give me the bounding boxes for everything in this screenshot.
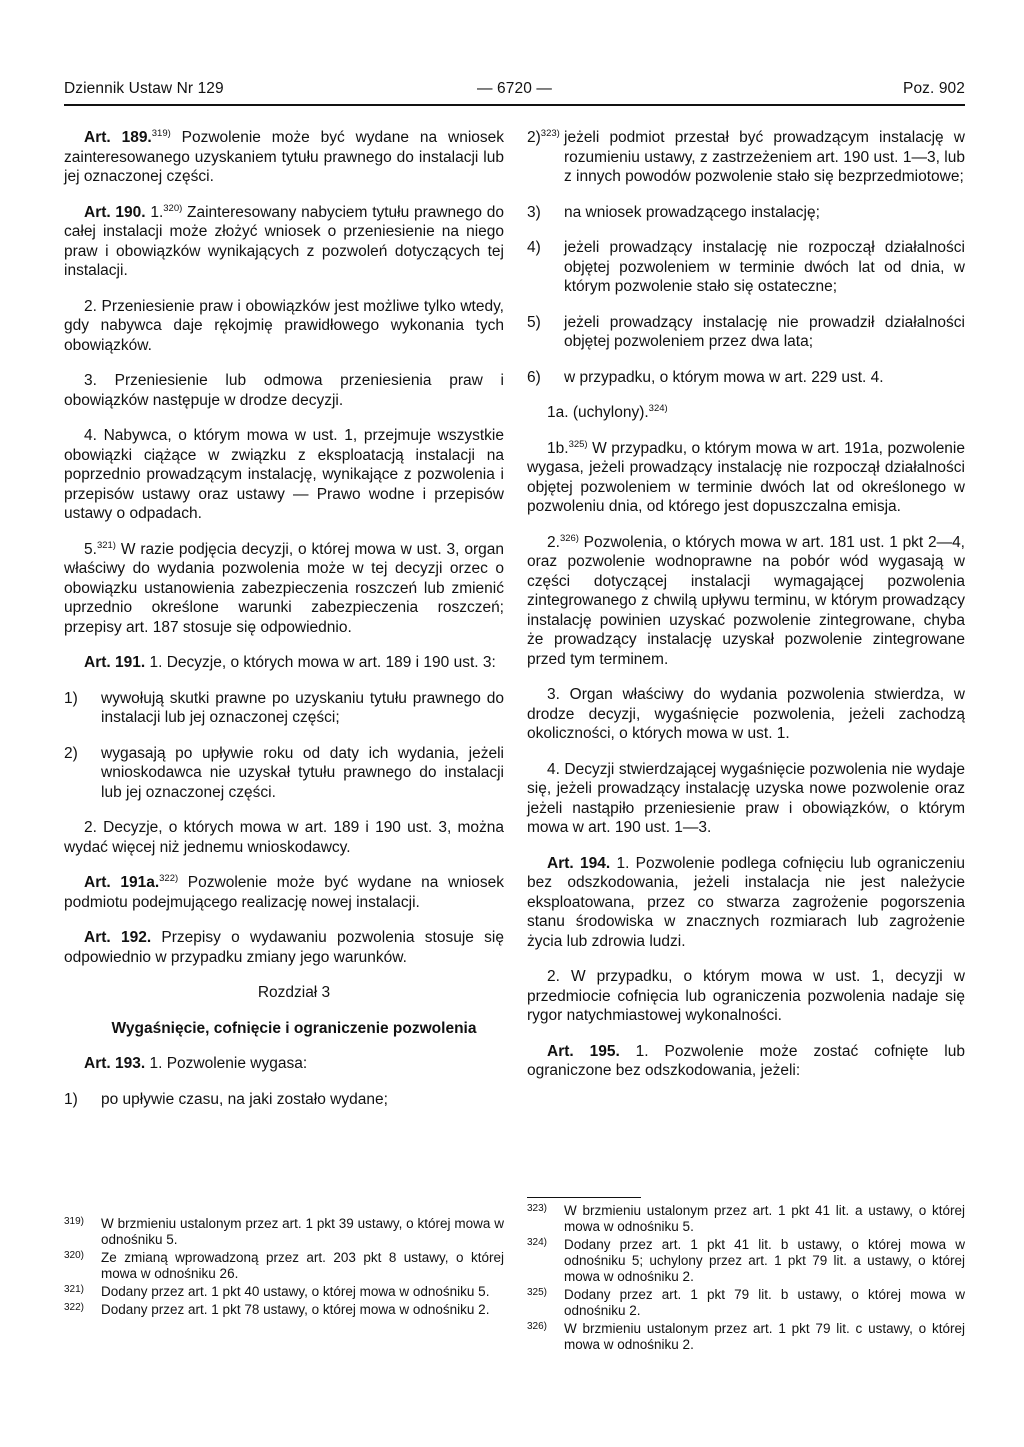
article-text: 1. Pozwolenie podlega cofnięciu lub ograniczeniu bez odszkodowania, jeżeli instalacja nie jest należycie eksploatowana, przez co stwarza zagrożenie pogorszenia stanu środowiska w znacznych rozmiarach lub zagrożenie życia lub zdrowia ludzi. (527, 854, 966, 950)
article-text: Pozwolenia, o których mowa w art. 181 ust. 1 pkt 2—4, oraz pozwolenie wodnoprawne na pobór wód wygasają w części dotyczącej instalacji wymagającej pozwolenia zintegrowanego z chwilą upływu terminu, w którym prowadzący instalację powinien uzyskać pozwolenie zintegrowane, chyba że prowadzący instalację uzyskał pozwolenie zintegrowane przed tym terminem. (527, 533, 965, 668)
footnote-ref: 322) (159, 873, 179, 884)
footnote-text: Dodany przez art. 1 pkt 41 lit. b ustawy, o której mowa w odnośniku 5; uchylony przez art. 1 pkt 79 lit. a ustawy, o której mowa w odnośniku 2. (564, 1237, 965, 1284)
article-label: Art. 190. (84, 203, 146, 221)
article-text: 1. Decyzje, o których mowa w art. 189 i 190 ust. 3: (145, 654, 496, 671)
art-194 (527, 854, 965, 952)
article-text: 1. Pozwolenie może zostać cofnięte lub ograniczone bez odszkodowania, jeżeli: (527, 1042, 965, 1079)
article-label: Art. 189. (84, 129, 152, 146)
footnote (527, 1287, 965, 1319)
footnotes-left (64, 1216, 504, 1320)
right-column (527, 128, 965, 1097)
list-item (527, 238, 965, 297)
footnote-ref: 326) (559, 532, 579, 544)
footnote (64, 1250, 504, 1282)
art-190-2: 2. Przeniesienie praw i obowiązków jest możliwe tylko wtedy, gdy nabywca daje rękojmię prawidłowego wykonania tych obowiązków. (64, 297, 504, 354)
article-label: Art. 191. (84, 654, 146, 671)
footnote-ref: 324) (648, 403, 668, 414)
footnote (527, 1237, 965, 1285)
item-text: na wniosek prowadzącego instalację; (564, 203, 820, 221)
footnote-text: W brzmieniu ustalonym przez art. 1 pkt 41 lit. a ustawy, o której mowa w odnośniku 5. (564, 1203, 965, 1234)
item-number: 1) (64, 1090, 78, 1108)
art-194-2: 2. W przypadku, o którym mowa w ust. 1, decyzji w przedmiocie cofnięcia lub ograniczenia pozwolenia nadaje się rygor natychmiastowej wykonalności. (527, 968, 965, 1024)
art-191 (64, 653, 504, 673)
art-193-3: 3. Organ właściwy do wydania pozwolenia stwierdza, w drodze decyzji, wygaśnięcie pozwolenia, jeżeli zachodzą okoliczności, o których mowa w ust. 1. (527, 686, 965, 742)
article-text: Zainteresowany nabyciem tytułu prawnego do całej instalacji może złożyć wniosek o przeniesienie na niego praw i obowiązków wynikających z pozwoleń dotyczących tej instalacji. (64, 203, 505, 279)
art-189 (64, 128, 504, 187)
article-label: Art. 193. (84, 1055, 146, 1072)
footnote-number: 322) (64, 1302, 85, 1313)
footnote-ref: 321) (96, 539, 116, 551)
art-190-5 (64, 540, 504, 638)
article-label: Art. 194. (547, 854, 611, 872)
art-191a (64, 873, 504, 912)
page-number: — 6720 — (477, 80, 552, 97)
footnote-number: 326) (527, 1321, 548, 1332)
art-193-1b (527, 439, 965, 517)
list-item (527, 313, 965, 352)
footnote-number: 323) (527, 1203, 548, 1214)
article-text: W razie podjęcia decyzji, o której mowa w ust. 3, organ właściwy do wydania pozwolenia może w tej decyzji orzec o obowiązku ustanowienia zabezpieczenia roszczeń lub zmienić uprzednio określone warunki zabezpieczenia roszczeń; przepisy art. 187 stosuje się odpowiednio. (64, 540, 504, 636)
footnote-text: W brzmieniu ustalonym przez art. 1 pkt 79 lit. c ustawy, o której mowa w odnośniku 2. (564, 1321, 965, 1352)
article-text: Pozwolenie może być wydane na wniosek zainteresowanego uzyskaniem tytułu prawnego do instalacji lub jej oznaczonej części. (64, 129, 505, 185)
item-text: po upływie czasu, na jaki zostało wydane; (101, 1090, 388, 1108)
footnote (527, 1321, 965, 1353)
art-192 (64, 928, 504, 967)
item-number-text: 2) (527, 129, 541, 146)
item-number (527, 128, 560, 148)
item-number: 5) (527, 313, 541, 331)
paragraph-number: 1. (145, 203, 164, 221)
footnote (64, 1302, 504, 1318)
footnote-number: 320) (64, 1250, 85, 1261)
paragraph-number: 1b. (547, 439, 569, 457)
footnote-separator (527, 1197, 641, 1198)
journal-title: Dziennik Ustaw Nr 129 (64, 80, 224, 97)
footnote-ref: 325) (568, 438, 588, 450)
art-190-4: 4. Nabywca, o którym mowa w ust. 1, przejmuje wszystkie obowiązki ciążące w związku z eksploatacją instalacji na poprzednio prowadzącym instalację, wynikające z pozwolenia i przepisów ustawy oraz ustawy — Prawo wodne i przepisów ustawy o odpadach. (64, 427, 504, 522)
item-text: wygasają po upływie roku od daty ich wydania, jeżeli wnioskodawca nie uzyskał tytułu prawnego do instalacji lub jej oznaczonej części. (101, 744, 504, 801)
list-item (527, 128, 965, 187)
list-item (64, 689, 504, 728)
footnote-number: 319) (64, 1216, 85, 1227)
footnote-ref: 320) (163, 202, 183, 214)
footnote-number: 325) (527, 1287, 548, 1298)
item-number: 4) (527, 239, 541, 256)
item-number: 2) (64, 744, 78, 762)
list-item (64, 744, 504, 803)
footnote (64, 1216, 504, 1248)
paragraph-text: 1a. (uchylony). (547, 404, 649, 421)
footnote-text: Dodany przez art. 1 pkt 78 ustawy, o której mowa w odnośniku 2. (101, 1302, 490, 1317)
chapter-title: Wygaśnięcie, cofnięcie i ograniczenie pozwolenia (111, 1019, 477, 1037)
paragraph-number: 2. (547, 533, 560, 551)
article-label: Art. 192. (84, 929, 152, 946)
item-text: wywołują skutki prawne po uzyskaniu tytułu prawnego do instalacji lub jej oznaczonej części; (101, 689, 504, 726)
left-column (64, 128, 504, 1125)
position-number: Poz. 902 (903, 80, 965, 97)
article-label: Art. 195. (547, 1042, 620, 1060)
paragraph-number: 5. (84, 540, 97, 558)
list-item (527, 368, 965, 388)
art-193 (64, 1054, 504, 1074)
chapter-number: Rozdział 3 (257, 984, 331, 1001)
article-text: Przepisy o wydawaniu pozwolenia stosuje się odpowiednio w przypadku zmiany jego warunków. (64, 929, 504, 966)
footnote-ref: 319) (151, 128, 171, 139)
item-number: 3) (527, 203, 541, 221)
item-text: w przypadku, o którym mowa w art. 229 ust. 4. (564, 368, 884, 386)
article-text: W przypadku, o którym mowa w art. 191a, pozwolenie wygasa, jeżeli prowadzący instalację nie rozpoczął działalności objętej pozwoleniem w terminie dwóch lat od określonego w pozwoleniu dnia, od którego jest dopuszczalna emisja. (527, 439, 965, 515)
footnote-ref: 323) (540, 128, 560, 139)
article-text: Pozwolenie może być wydane na wniosek podmiotu podejmującego realizację nowej instalacji. (64, 874, 505, 911)
footnote (64, 1284, 504, 1300)
art-195 (527, 1042, 965, 1081)
footnote-text: W brzmieniu ustalonym przez art. 1 pkt 39 ustawy, o której mowa w odnośniku 5. (101, 1216, 504, 1247)
art-190-3: 3. Przeniesienie lub odmowa przeniesienia praw i obowiązków następuje w drodze decyzji. (64, 372, 504, 409)
article-label: Art. 191a. (84, 874, 160, 891)
footnote (527, 1203, 965, 1235)
item-number: 1) (64, 689, 78, 707)
item-text: jeżeli podmiot przestał być prowadzącym instalację w rozumieniu ustawy, z zastrzeżeniem art. 190 ust. 1—3, lub z innych powodów pozwolenie stało się bezprzedmiotowe; (564, 129, 965, 185)
footnote-number: 324) (527, 1237, 548, 1248)
footnote-text: Ze zmianą wprowadzoną przez art. 203 pkt 8 ustawy, o której mowa w odnośniku 26. (101, 1250, 504, 1281)
article-text: 1. Pozwolenie wygasa: (145, 1055, 308, 1072)
footnote-number: 321) (64, 1284, 85, 1295)
art-191-2: 2. Decyzje, o których mowa w art. 189 i 190 ust. 3, można wydać więcej niż jednemu wnioskodawcy. (64, 819, 504, 856)
page-header (64, 78, 965, 106)
list-item (64, 1090, 504, 1110)
item-text: jeżeli prowadzący instalację nie rozpoczął działalności objętej pozwoleniem w terminie dwóch lat od dnia, w którym pozwolenie stało się ostateczne; (564, 239, 965, 295)
list-item (527, 203, 965, 223)
art-193-4: 4. Decyzji stwierdzającej wygaśnięcie pozwolenia nie wydaje się, jeżeli prowadzący instalację uzyska nowe pozwolenie oraz jeżeli nastąpiło przeniesienie praw i obowiązków, o którym mowa w art. 190 ust. 1—3. (527, 760, 965, 836)
art-193-1a (527, 403, 965, 423)
footnote-text: Dodany przez art. 1 pkt 40 ustawy, o której mowa w odnośniku 5. (101, 1284, 490, 1299)
art-190-1 (64, 203, 504, 281)
art-193-2 (527, 533, 965, 670)
footnote-text: Dodany przez art. 1 pkt 79 lit. b ustawy, o której mowa w odnośniku 2. (564, 1287, 965, 1318)
footnotes-right (527, 1203, 965, 1355)
item-text: jeżeli prowadzący instalację nie prowadził działalności objętej pozwoleniem przez dwa lata; (564, 313, 965, 350)
item-number: 6) (527, 368, 541, 386)
